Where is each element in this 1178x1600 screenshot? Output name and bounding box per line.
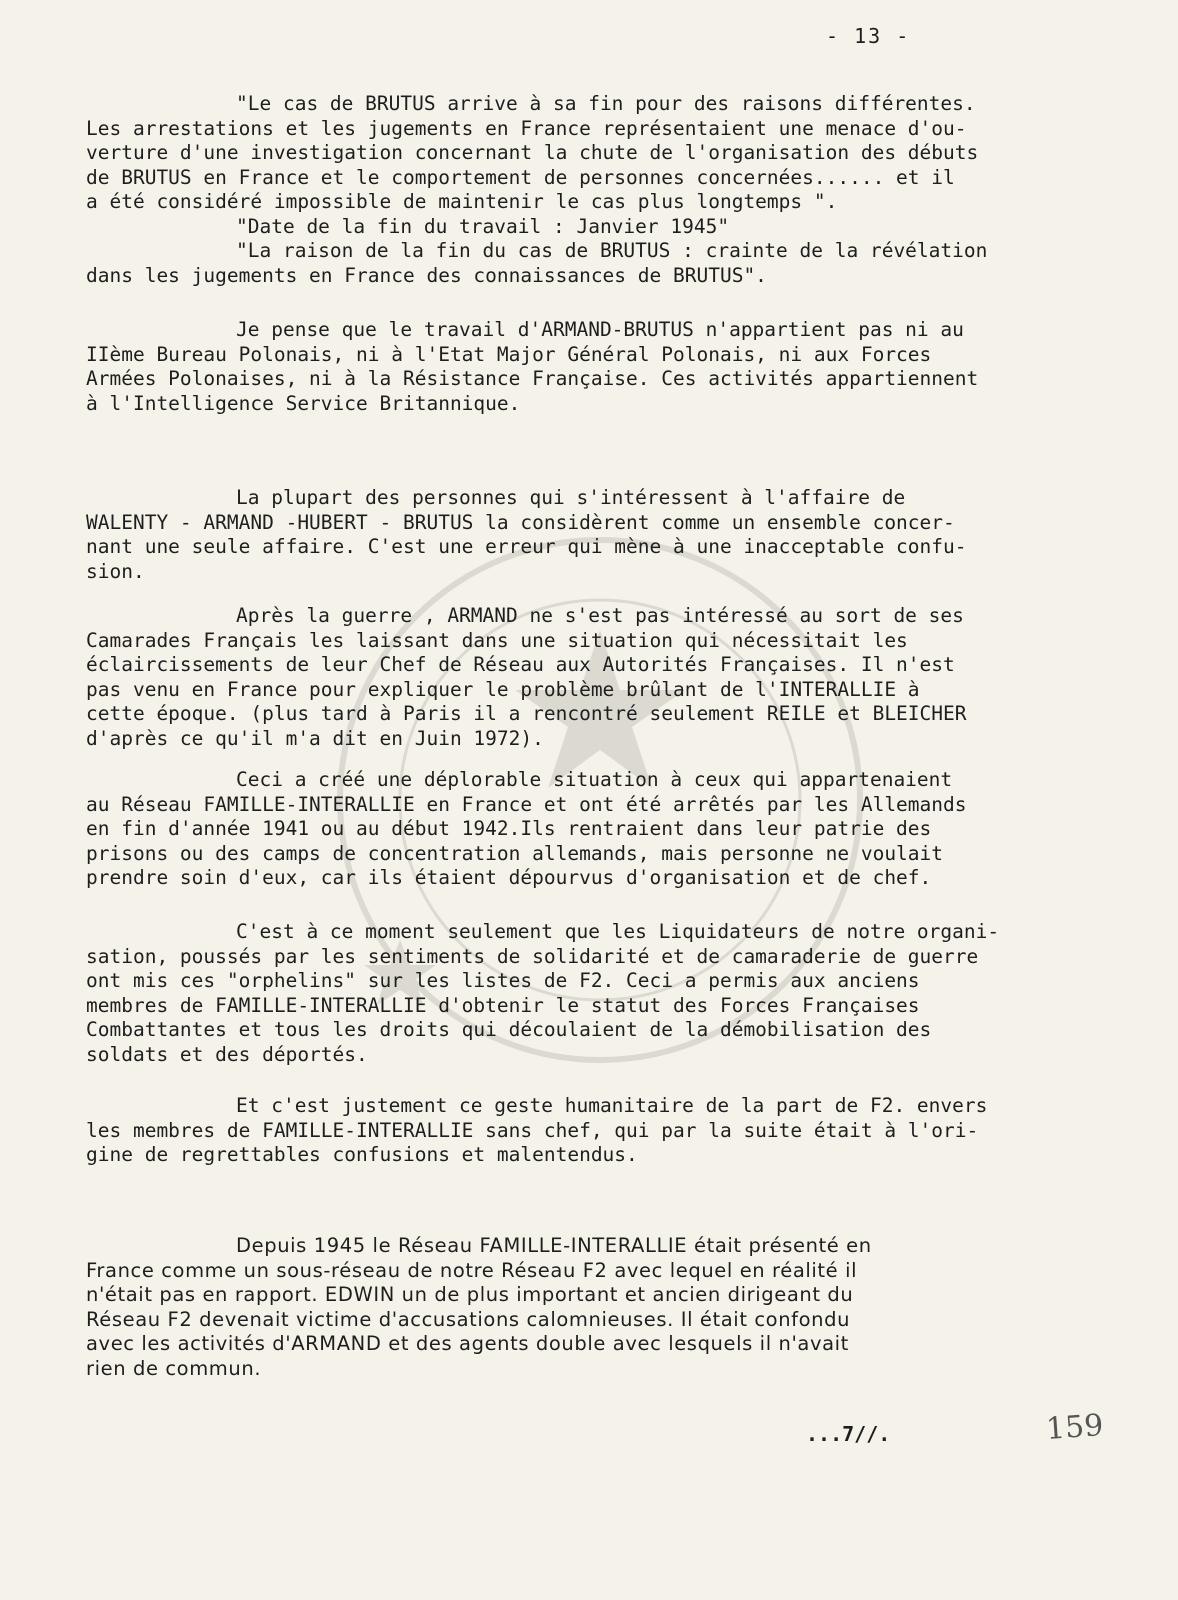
text-line: en fin d'année 1941 ou au début 1942.Ils rentraient dans leur patrie des [86, 817, 932, 840]
text-line: La plupart des personnes qui s'intéressent à l'affaire de [236, 486, 906, 509]
text-line: IIème Bureau Polonais, ni à l'Etat Major Général Polonais, ni aux Forces [86, 342, 932, 366]
text-line: Les arrestations et les jugements en France représentaient une menace d'ou- [86, 116, 967, 140]
text-line: a été considéré impossible de maintenir le cas plus longtemps ". [86, 190, 838, 213]
text-line: Je pense que le travail d'ARMAND-BRUTUS n'appartient pas ni au [236, 318, 964, 341]
paragraph-geste [86, 1094, 1106, 1168]
text-line: Armées Polonaises, ni à la Résistance Française. Ces activités appartiennent [86, 367, 979, 390]
continuation-marker: ...7//. [806, 1422, 891, 1446]
paragraph-opinion [86, 318, 1106, 416]
text-line: cette époque. (plus tard à Paris il a rencontré seulement REILE et BLEICHER [86, 702, 967, 725]
text-line: n'était pas en rapport. EDWIN un de plus important et ancien dirigeant du [86, 1283, 854, 1306]
text-line: gine de regrettables confusions et malentendus. [86, 1143, 638, 1166]
text-line: Après la guerre , ARMAND ne s'est pas intéressé au sort de ses [236, 604, 964, 627]
text-line: pas venu en France pour expliquer le problème brûlant de l'INTERALLIE à [86, 677, 920, 701]
text-line: soldats et des déportés. [86, 1042, 368, 1066]
text-line: "Date de la fin du travail : Janvier 1945" [236, 214, 730, 238]
text-line: Combattantes et tous les droits qui découlaient de la démobilisation des [86, 1018, 932, 1041]
text-line: dans les jugements en France des connaissances de BRUTUS". [86, 263, 767, 287]
text-line: sion. [86, 559, 145, 583]
text-line: C'est à ce moment seulement que les Liquidateurs de notre organi- [236, 920, 1000, 943]
text-line: à l'Intelligence Service Britannique. [86, 391, 521, 415]
text-line: Camarades Français les laissant dans une situation qui nécessitait les [86, 628, 908, 652]
paragraph-liquidateurs [86, 920, 1106, 1067]
text-line: les membres de FAMILLE-INTERALLIE sans chef, qui par la suite était à l'ori- [86, 1118, 979, 1142]
text-line: WALENTY - ARMAND -HUBERT - BRUTUS la considèrent comme un ensemble concer- [86, 510, 955, 534]
text-line: prisons ou des camps de concentration allemands, mais personne ne voulait [86, 841, 944, 865]
text-line: Et c'est justement ce geste humanitaire de la part de F2. envers [236, 1094, 988, 1117]
text-line: Réseau F2 devenait victime d'accusations calomnieuses. Il était confondu [86, 1307, 851, 1331]
text-line: au Réseau FAMILLE-INTERALLIE en France et ont été arrêtés par les Allemands [86, 792, 967, 816]
text-line: d'après ce qu'il m'a dit en Juin 1972). [86, 726, 544, 750]
text-line: de BRUTUS en France et le comportement de personnes concernées...... et il [86, 165, 955, 189]
text-line: France comme un sous-réseau de notre Réseau F2 avec lequel en réalité il [86, 1258, 858, 1282]
text-line: membres de FAMILLE-INTERALLIE d'obtenir le statut des Forces Françaises [86, 993, 920, 1017]
page-number: - 13 - [826, 24, 911, 48]
text-line: Depuis 1945 le Réseau FAMILLE-INTERALLIE était présenté en [236, 1234, 872, 1257]
text-line: avec les activités d'ARMAND et des agents double avec lesquels il n'avait [86, 1332, 849, 1355]
text-line: nant une seule affaire. C'est une erreur qui mène à une inacceptable confu- [86, 535, 967, 558]
paragraph-apres-guerre [86, 604, 1106, 751]
text-line: verture d'une investigation concernant la chute de l'organisation des débuts [86, 141, 979, 164]
text-line: prendre soin d'eux, car ils étaient dépourvus d'organisation et de chef. [86, 866, 932, 889]
handwritten-page-number: 159 [1044, 1408, 1105, 1447]
text-line: sation, poussés par les sentiments de solidarité et de camaraderie de guerre [86, 944, 979, 968]
text-line: rien de commun. [86, 1356, 262, 1380]
paragraph-plupart [86, 486, 1106, 584]
text-line: "Le cas de BRUTUS arrive à sa fin pour des raisons différentes. [236, 92, 976, 115]
paragraph-depuis-1945 [86, 1234, 1106, 1381]
text-line: ont mis ces "orphelins" sur les listes de F2. Ceci a permis aux anciens [86, 969, 920, 992]
text-line: éclaircissements de leur Chef de Réseau aux Autorités Françaises. Il n'est [86, 653, 955, 676]
text-line: Ceci a créé une déplorable situation à ceux qui appartenaient [236, 768, 953, 791]
text-line: "La raison de la fin du cas de BRUTUS : crainte de la révélation [236, 239, 988, 262]
paragraph-brutus-quote [86, 92, 1106, 288]
paragraph-deplorable [86, 768, 1106, 891]
